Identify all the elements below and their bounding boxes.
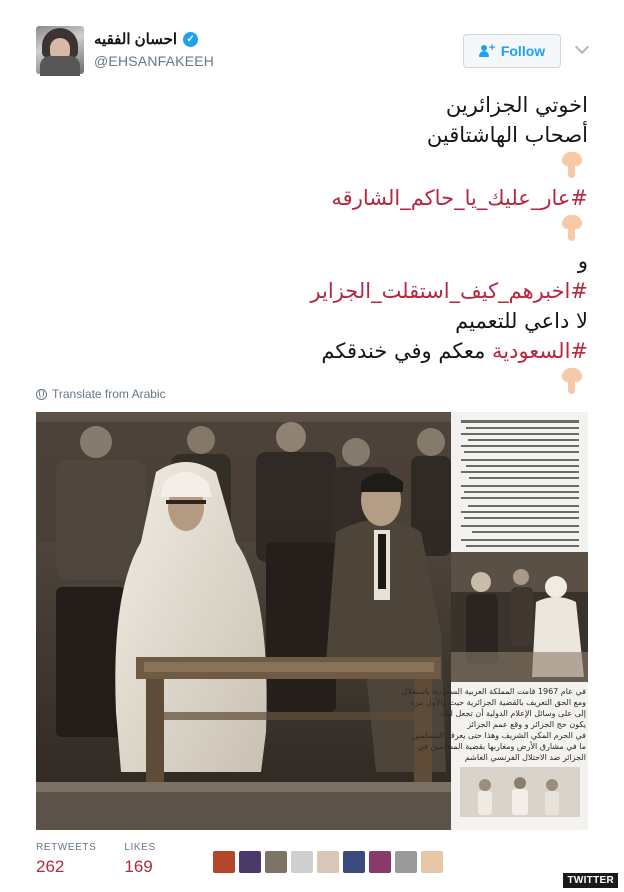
liker-avatar[interactable] [421,851,443,873]
liker-avatar[interactable] [213,851,235,873]
tweet-line: اخوتي الجزائرين [445,93,588,117]
tweet-line: أصحاب الهاشتاقين [426,123,588,147]
globe-icon [36,389,47,400]
liker-avatar[interactable] [343,851,365,873]
tweet-media[interactable] [36,412,588,830]
verified-badge-icon: ✓ [183,32,198,47]
liker-avatar[interactable] [239,851,261,873]
caption-line: إلى على وسائل الإعلام الدولية أن تجعل لبلاد [439,709,586,718]
author-block[interactable] [94,30,214,69]
likes-stat[interactable] [124,842,155,877]
tweet-line: لا داعي للتعميم [455,309,588,333]
retweets-label: RETWEETS [36,842,97,853]
caption-line: في عام 1967 قامت المملكة العربية السعودية باستقلال [401,687,586,696]
add-user-icon: + [479,45,495,58]
tweet-line [36,183,588,213]
media-caption [401,686,586,763]
tweet-text [36,90,588,399]
tweet-line: و [577,249,588,273]
point-down-icon [560,152,584,180]
caption-line: في الحرم المكي الشريف وهذا حتى يعرف المسلمين [411,731,586,740]
caption-line: يكون حج الجزائر و وقع عمم الجزائر [467,720,586,729]
pilgrims-photo [460,767,580,817]
point-down-icon [560,368,584,396]
caption-line: الجزائر ضد الاحتلال الفرنسي الغاشم [464,753,586,762]
retweets-count: 262 [36,857,65,876]
translate-link[interactable] [36,387,166,401]
liker-avatar[interactable] [291,851,313,873]
point-down-icon [560,215,584,243]
avatar[interactable] [36,26,84,74]
hashtag-link[interactable]: #عار_عليك_يا_حاكم_الشارقه [331,186,588,210]
tweet-line [36,276,588,306]
user-handle[interactable]: @EHSANFAKEEH [94,53,215,69]
tweet-header [36,26,596,78]
follow-button[interactable] [463,34,561,68]
emoji-row [36,213,588,246]
liker-avatar[interactable] [395,851,417,873]
caption-line: ما في مشارق الأرض ومغاربها بقضية المسلمين في [417,742,586,751]
caption-line: ومع الحق التعريف بالقضية الجزائرية حيث والأول مرة [410,698,586,707]
hashtag-link[interactable]: #السعودية [492,339,588,363]
chevron-down-icon[interactable] [575,40,589,54]
translate-label: Translate from Arabic [52,387,166,401]
tweet-stats [36,842,156,877]
retweets-stat[interactable] [36,842,96,877]
hashtag-link[interactable]: #اخبرهم_كيف_استقلت_الجزاير [310,279,588,303]
tweet-line-text: معكم وفي خندقكم [321,339,492,363]
likes-count: 169 [124,857,153,876]
twitter-brand-logo: TWITTER [563,873,618,888]
tweet-line [36,336,588,366]
emoji-row [36,150,588,183]
liker-avatars [213,851,443,873]
follow-button-label: Follow [500,43,546,59]
liker-avatar[interactable] [317,851,339,873]
liker-avatar[interactable] [369,851,391,873]
liker-avatar[interactable] [265,851,287,873]
display-name[interactable]: احسان الفقيه [94,31,178,48]
likes-label: LIKES [124,842,156,853]
